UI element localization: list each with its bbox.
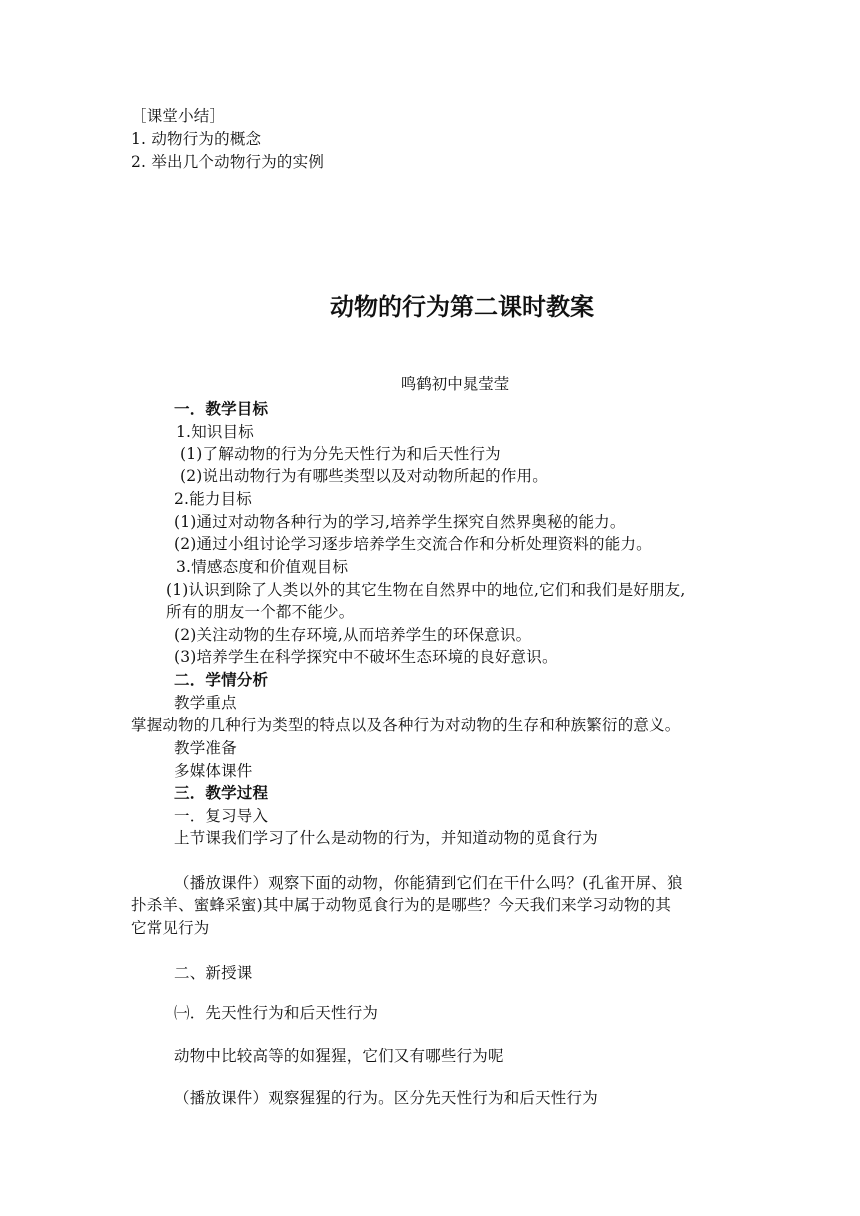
innate-learned-text: 动物中比较高等的如猩猩，它们又有哪些行为呢 bbox=[174, 1047, 504, 1065]
section-heading-analysis: 二．学情分析 bbox=[174, 671, 269, 689]
document-title: 动物的行为第二课时教案 bbox=[330, 293, 594, 321]
preparation-text: 多媒体课件 bbox=[174, 762, 253, 780]
summary-item-1: 1. 动物行为的概念 bbox=[131, 130, 262, 148]
knowledge-goal-1: (1)了解动物的行为分先天性行为和后天性行为 bbox=[180, 445, 501, 463]
gorilla-courseware-text: （播放课件）观察猩猩的行为。区分先天性行为和后天性行为 bbox=[174, 1089, 598, 1107]
courseware-paragraph-line-1: （播放课件）观察下面的动物，你能猜到它们在干什么吗？(孔雀开屏、狼 bbox=[174, 874, 683, 892]
emotion-goal-3: (3)培养学生在科学探究中不破坏生态环境的良好意识。 bbox=[174, 648, 558, 666]
courseware-paragraph-line-2: 扑杀羊、蜜蜂采蜜)其中属于动物觅食行为的是哪些？今天我们来学习动物的其 bbox=[131, 896, 672, 914]
courseware-paragraph-line-3: 它常见行为 bbox=[131, 919, 210, 937]
section-heading-process: 三．教学过程 bbox=[174, 784, 269, 802]
key-point-label: 教学重点 bbox=[174, 694, 237, 712]
new-lesson-heading: 二、新授课 bbox=[174, 964, 253, 982]
summary-item-2: 2. 举出几个动物行为的实例 bbox=[131, 153, 325, 171]
knowledge-goal-2: (2)说出动物行为有哪些类型以及对动物所起的作用。 bbox=[180, 467, 548, 485]
emotion-goal-heading: 3.情感态度和价值观目标 bbox=[176, 558, 349, 576]
innate-learned-heading: ㈠．先天性行为和后天性行为 bbox=[174, 1004, 379, 1022]
preparation-label: 教学准备 bbox=[174, 739, 237, 757]
ability-goal-2: (2)通过小组讨论学习逐步培养学生交流合作和分析处理资料的能力。 bbox=[174, 535, 652, 553]
emotion-goal-1-line-1: (1)认识到除了人类以外的其它生物在自然界中的地位,它们和我们是好朋友, bbox=[166, 581, 686, 599]
key-point-text: 掌握动物的几种行为类型的特点以及各种行为对动物的生存和种族繁衍的意义。 bbox=[131, 716, 681, 734]
review-text: 上节课我们学习了什么是动物的行为，并知道动物的觅食行为 bbox=[174, 829, 598, 847]
review-heading: 一．复习导入 bbox=[174, 807, 269, 825]
knowledge-goal-heading: 1.知识目标 bbox=[176, 423, 254, 441]
summary-heading: ［课堂小结］ bbox=[131, 107, 226, 125]
section-heading-objectives: 一．教学目标 bbox=[174, 400, 269, 418]
ability-goal-heading: 2.能力目标 bbox=[174, 490, 252, 508]
emotion-goal-1-line-2: 所有的朋友一个都不能少。 bbox=[166, 603, 355, 621]
document-author: 鸣鹤初中晁莹莹 bbox=[400, 375, 510, 393]
emotion-goal-2: (2)关注动物的生存环境,从而培养学生的环保意识。 bbox=[174, 626, 532, 644]
ability-goal-1: (1)通过对动物各种行为的学习,培养学生探究自然界奥秘的能力。 bbox=[174, 513, 626, 531]
